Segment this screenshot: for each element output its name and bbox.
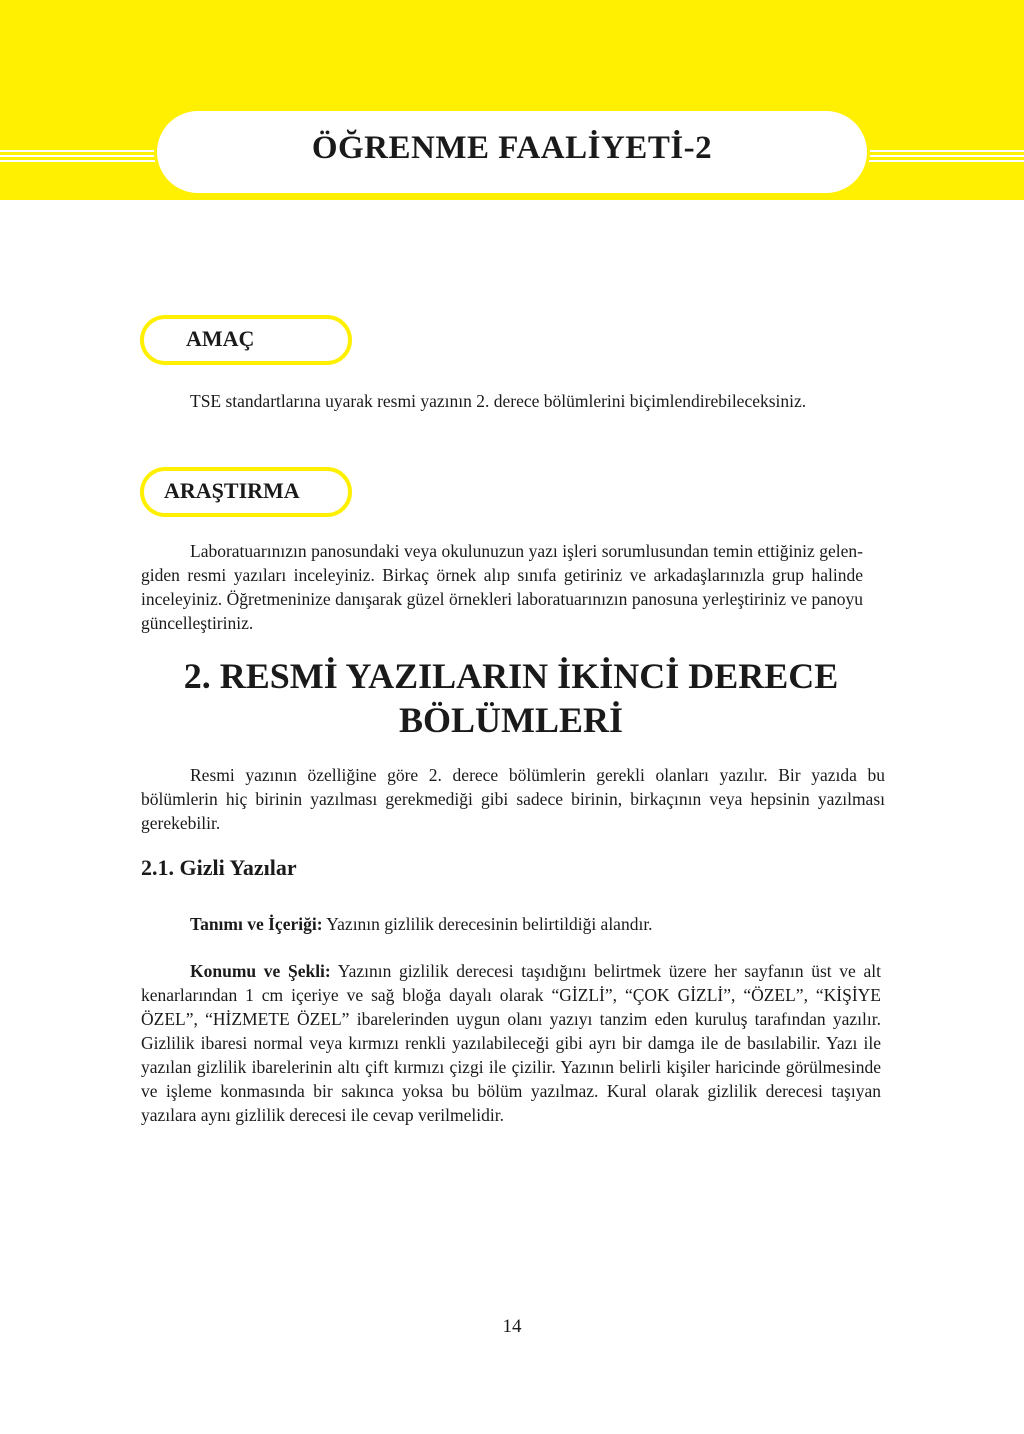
amac-label: AMAÇ <box>186 326 255 351</box>
section-intro: Resmi yazının özelliğine göre 2. derece bölümlerin gerekli olanları yazılır. Bir yazıda bu bölümlerin hiç birinin yazılması gerekmediği gibi sadece birinin, birkaçının veya hepsinin yazılması gerekebilir. <box>141 765 885 833</box>
tanim-paragraph <box>141 912 863 936</box>
amac-text: TSE standartlarına uyarak resmi yazının 2. derece bölümlerini biçimlendirebileceksiniz. <box>190 391 807 411</box>
konum-paragraph <box>141 959 881 1127</box>
page-number: 14 <box>502 1316 522 1337</box>
arastirma-label: ARAŞTIRMA <box>164 478 300 503</box>
section-heading-line2: BÖLÜMLERİ <box>398 700 624 740</box>
tanim-text: Yazının gizlilik derecesinin belirtildiği alandır. <box>322 914 653 934</box>
konum-label: Konumu ve Şekli: <box>190 961 331 981</box>
arastirma-text: Laboratuarınızın panosundaki veya okulunuzun yazı işleri sorumlusundan temin ettiğiniz gelen-giden resmi yazıları inceleyiniz. Birkaç örnek alıp sınıfa getiriniz ve arkadaşlarınızla grup halinde inceleyiniz. Öğretmeninize danışarak güzel örnekleri laboratuarınızın panosuna yerleştiriniz ve panoyu güncelleştiriniz. <box>141 541 863 633</box>
section-heading <box>141 654 881 742</box>
konum-text: Yazının gizlilik derecesi taşıdığını belirtmek üzere her sayfanın üst ve alt kenarlarından 1 cm içeriye ve sağ bloğa dayalı olarak “GİZLİ”, “ÇOK GİZLİ”, “ÖZEL”, “KİŞİYE ÖZEL”, “HİZMETE ÖZEL” ibarelerinden uygun olanı yazıyı tanzim eden kuruluş tarafından yazılır. Gizlilik ibaresi normal veya kırmızı renkli yazılabileceği gibi ayrı bir damga ile de basılabilir. Yazı ile yazılan gizlilik ibarelerinin altı çift kırmızı çizgi ile çizilir. Yazının belirli kişiler haricinde görülmesinde ve işleme konmasında bir sakınca yoksa bu bölüm yazılmaz. Kural olarak gizlilik derecesi taşıyan yazılara aynı gizlilik derecesi ile cevap verilmelidir. <box>141 961 881 1125</box>
tanim-label: Tanımı ve İçeriği: <box>190 914 323 934</box>
subsection-heading: 2.1. Gizli Yazılar <box>141 855 297 880</box>
section-heading-line1: 2. RESMİ YAZILARIN İKİNCİ DERECE <box>183 656 839 696</box>
page-title: ÖĞRENME FAALİYETİ-2 <box>311 130 713 166</box>
